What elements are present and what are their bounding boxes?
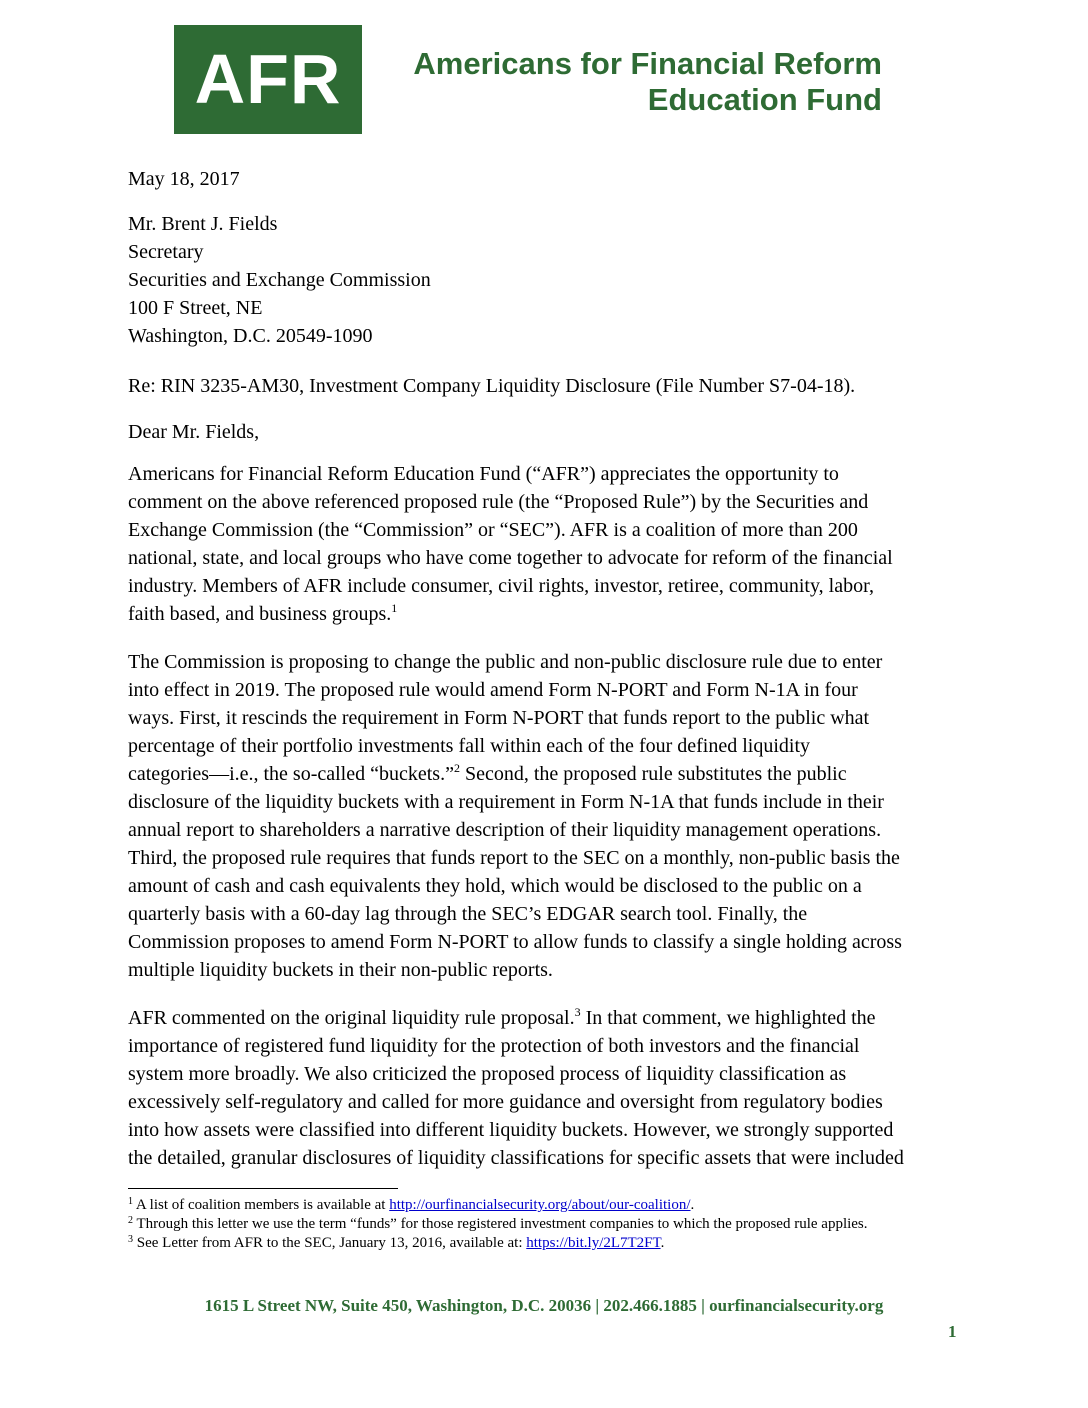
org-name-line2: Education Fund xyxy=(647,82,882,117)
footnote-text: . xyxy=(660,1235,665,1251)
footnote-ref-1[interactable]: 1 xyxy=(391,601,398,615)
body-line: quarterly basis with a 60-day lag through the SEC’s EDGAR search tool. Finally, the xyxy=(128,903,808,925)
footnotes xyxy=(128,1196,958,1253)
letter-date: May 18, 2017 xyxy=(128,168,240,190)
afr-letter-link[interactable]: https://bit.ly/2L7T2FT xyxy=(526,1235,661,1251)
recipient-address xyxy=(128,210,431,350)
body-text: faith based, and business groups. xyxy=(128,603,392,625)
body-line: Exchange Commission (the “Commission” or “SEC”). AFR is a coalition of more than 200 xyxy=(128,519,858,541)
afr-logo: AFR xyxy=(174,25,362,134)
footnote-text: A list of coalition members is available at xyxy=(133,1197,390,1213)
recipient-line: Securities and Exchange Commission xyxy=(128,269,431,291)
footnote-number: 3 xyxy=(128,1234,133,1245)
body-line: into effect in 2019. The proposed rule would amend Form N-PORT and Form N-1A in four xyxy=(128,679,858,701)
footnote-text: . xyxy=(690,1197,695,1213)
footnote-1 xyxy=(128,1196,958,1215)
body-line: ways. First, it rescinds the requirement in Form N-PORT that funds report to the public what xyxy=(128,707,870,729)
org-name-line1: Americans for Financial Reform xyxy=(413,46,882,81)
body-text: AFR commented on the original liquidity rule proposal. xyxy=(128,1007,575,1029)
footnote-ref-3[interactable]: 3 xyxy=(574,1005,581,1019)
body-line: Third, the proposed rule requires that funds report to the SEC on a monthly, non-public basis the xyxy=(128,847,900,869)
body-line: system more broadly. We also criticized the proposed process of liquidity classification as xyxy=(128,1063,847,1085)
recipient-line: 100 F Street, NE xyxy=(128,297,263,319)
footnote-text: See Letter from AFR to the SEC, January 13, 2016, available at: xyxy=(133,1235,527,1251)
body-line: Commission proposes to amend Form N-PORT to allow funds to classify a single holding across xyxy=(128,931,902,953)
body-line: annual report to shareholders a narrative description of their liquidity management operations. xyxy=(128,819,882,841)
paragraph-2 xyxy=(128,648,958,984)
coalition-link[interactable]: http://ourfinancialsecurity.org/about/our-coalition/ xyxy=(389,1197,691,1213)
org-name xyxy=(376,46,882,118)
recipient-line: Washington, D.C. 20549-1090 xyxy=(128,325,373,347)
body-line xyxy=(128,1004,958,1032)
body-line: The Commission is proposing to change the public and non-public disclosure rule due to enter xyxy=(128,651,883,673)
paragraph-1 xyxy=(128,460,958,628)
body-line: disclosure of the liquidity buckets with a requirement in Form N-1A that funds include in their xyxy=(128,791,884,813)
body-text: Second, the proposed rule substitutes the public xyxy=(459,763,847,785)
footnote-number: 2 xyxy=(128,1215,133,1226)
body-line: comment on the above referenced proposed rule (the “Proposed Rule”) by the Securities and xyxy=(128,491,869,513)
body-line: into how assets were classified into different liquidity buckets. However, we strongly supported xyxy=(128,1119,894,1141)
body-line: the detailed, granular disclosures of liquidity classifications for specific assets that were included xyxy=(128,1147,904,1169)
body-text: In that comment, we highlighted the xyxy=(580,1007,876,1029)
footnote-3 xyxy=(128,1234,958,1253)
body-line: national, state, and local groups who have come together to advocate for reform of the financial xyxy=(128,547,893,569)
body-line: industry. Members of AFR include consumer, civil rights, investor, retiree, community, labor, xyxy=(128,575,874,597)
body-line: multiple liquidity buckets in their non-public reports. xyxy=(128,959,553,981)
body-line: amount of cash and cash equivalents they hold, which would be disclosed to the public on a xyxy=(128,875,862,897)
re-line: Re: RIN 3235-AM30, Investment Company Liquidity Disclosure (File Number S7-04-18). xyxy=(128,375,856,397)
body-line xyxy=(128,760,958,788)
paragraph-3 xyxy=(128,1004,958,1172)
footer-address: 1615 L Street NW, Suite 450, Washington, D.C. 20036 | 202.466.1885 | ourfinancialsecurity.org xyxy=(204,1296,884,1315)
footnote-number: 1 xyxy=(128,1196,133,1207)
salutation: Dear Mr. Fields, xyxy=(128,421,260,443)
recipient-line: Secretary xyxy=(128,241,204,263)
footnote-2 xyxy=(128,1215,958,1234)
footnote-text: Through this letter we use the term “funds” for those registered investment companies to which the proposed rule applies. xyxy=(133,1216,868,1232)
page-number: 1 xyxy=(948,1322,957,1341)
footnote-ref-2[interactable]: 2 xyxy=(453,761,460,775)
body-line: importance of registered fund liquidity for the protection of both investors and the financial xyxy=(128,1035,860,1057)
body-text: categories—i.e., the so-called “buckets.” xyxy=(128,763,454,785)
footnote-divider xyxy=(128,1188,398,1189)
recipient-line: Mr. Brent J. Fields xyxy=(128,213,278,235)
body-line: percentage of their portfolio investments fall within each of the four defined liquidity xyxy=(128,735,811,757)
body-line: excessively self-regulatory and called for more guidance and oversight from regulatory bodies xyxy=(128,1091,883,1113)
body-line: Americans for Financial Reform Education Fund (“AFR”) appreciates the opportunity to xyxy=(128,463,839,485)
body-line xyxy=(128,600,958,628)
